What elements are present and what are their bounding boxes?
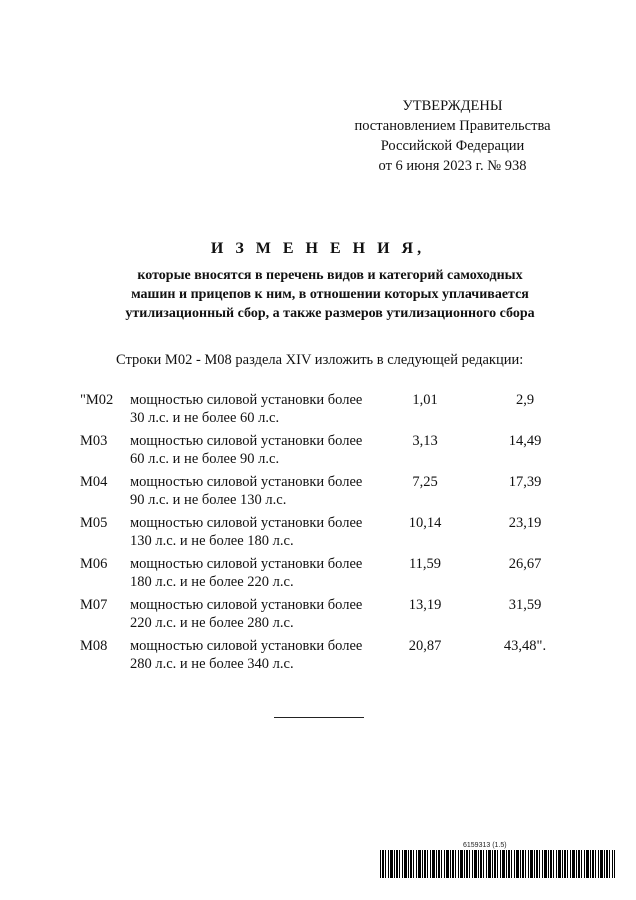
approval-line: УТВЕРЖДЕНЫ [402, 98, 503, 114]
description-line: мощностью силовой установки более [130, 433, 363, 449]
document-id: 6159313 (1.5) [463, 842, 507, 849]
closing-divider [274, 717, 364, 718]
table-row [0, 514, 636, 554]
description-line: 30 л.с. и не более 60 л.с. [130, 410, 280, 426]
row-description [130, 432, 362, 468]
row-value-2: 43,48". [503, 638, 547, 654]
barcode [380, 850, 615, 878]
row-description [130, 514, 362, 550]
row-code: М03 [80, 433, 108, 449]
description-line: мощностью силовой установки более [130, 638, 363, 654]
row-value-2: 26,67 [508, 556, 542, 572]
row-code: "М02 [80, 392, 114, 408]
row-code: М07 [80, 597, 108, 613]
table-row [0, 473, 636, 513]
table-row [0, 432, 636, 472]
row-value-1: 20,87 [408, 638, 442, 654]
row-value-1: 10,14 [408, 515, 442, 531]
table-row [0, 596, 636, 636]
row-code: М05 [80, 515, 108, 531]
description-line: 220 л.с. и не более 280 л.с. [130, 615, 294, 631]
description-line: мощностью силовой установки более [130, 474, 363, 490]
approval-line: от 6 июня 2023 г. № 938 [378, 158, 527, 174]
row-description [130, 637, 362, 673]
description-line: мощностью силовой установки более [130, 515, 363, 531]
description-line: 280 л.с. и не более 340 л.с. [130, 656, 294, 672]
row-code: М04 [80, 474, 108, 490]
row-value-2: 2,9 [515, 392, 535, 408]
row-description [130, 473, 362, 509]
row-value-2: 31,59 [508, 597, 542, 613]
approval-line: постановлением Правительства [354, 118, 551, 134]
row-value-1: 7,25 [412, 474, 438, 490]
row-value-2: 17,39 [508, 474, 542, 490]
document-title: И З М Е Н Е Н И Я, [210, 240, 426, 257]
description-line: 90 л.с. и не более 130 л.с. [130, 492, 287, 508]
intro-paragraph: Строки М02 - М08 раздела XIV изложить в следующей редакции: [116, 352, 524, 368]
document-subtitle [60, 266, 600, 323]
row-description [130, 596, 362, 632]
row-code: М06 [80, 556, 108, 572]
subtitle-line: утилизационный сбор, а также размеров утилизационного сбора [125, 306, 535, 321]
row-value-1: 1,01 [412, 392, 438, 408]
row-value-2: 14,49 [508, 433, 542, 449]
row-value-1: 13,19 [408, 597, 442, 613]
row-value-1: 11,59 [408, 556, 442, 572]
approval-block [330, 96, 575, 176]
row-value-2: 23,19 [508, 515, 542, 531]
description-line: мощностью силовой установки более [130, 597, 363, 613]
subtitle-line: которые вносятся в перечень видов и категорий самоходных [137, 268, 523, 283]
description-line: 130 л.с. и не более 180 л.с. [130, 533, 294, 549]
description-line: 180 л.с. и не более 220 л.с. [130, 574, 294, 590]
description-line: мощностью силовой установки более [130, 392, 363, 408]
row-description [130, 391, 362, 427]
table-row [0, 637, 636, 677]
row-value-1: 3,13 [412, 433, 438, 449]
approval-line: Российской Федерации [380, 138, 525, 154]
table-row [0, 391, 636, 431]
table-row [0, 555, 636, 595]
subtitle-line: машин и прицепов к ним, в отношении которых уплачивается [131, 287, 529, 302]
description-line: 60 л.с. и не более 90 л.с. [130, 451, 280, 467]
description-line: мощностью силовой установки более [130, 556, 363, 572]
row-code: М08 [80, 638, 108, 654]
row-description [130, 555, 362, 591]
